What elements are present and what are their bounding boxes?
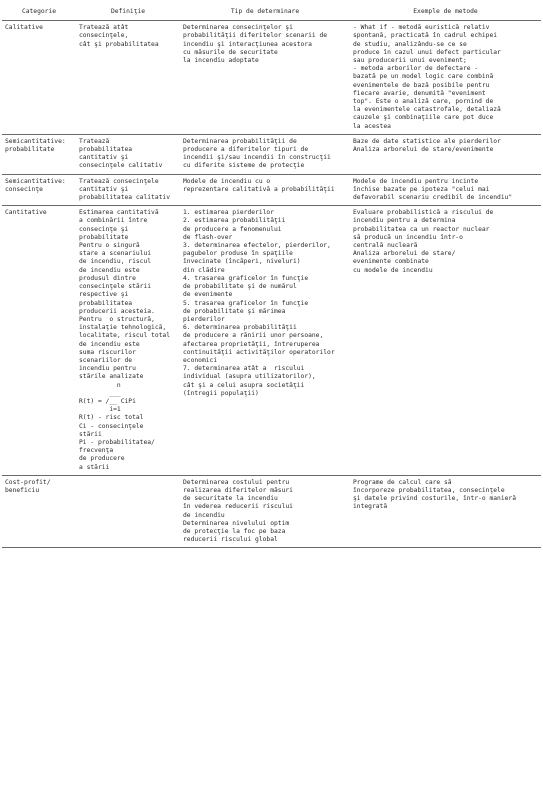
cell-exemple: Evaluare probabilistică a riscului de incendiu pentru a determina probabilitatea ca un reactor nuclear să producă un incendiu într-o centrală nucleară Analiza arborelui de stare/ evenimente combinate cu modele de incendiu: [350, 206, 541, 476]
cell-categorie: Semicantitative: consecinţe: [2, 174, 76, 206]
table-row-semicantitative-consecinte: [2, 174, 541, 206]
cell-definitie: Estimarea cantitativă a combinării între consecinţe şi probabilitate Pentru o singură stare a scenariului de incendiu, riscul de incendiu este produsul dintre consecinţele stării respective şi probabilitatea producerii acesteia. Pentru o structură, instalaţie tehnologică, localitate, riscul total de incendiu este suma riscurilor scenariilor de incendiu pentru stările analizate n ___ R(t) = /__ CiPi i=1 R(t) - risc total Ci - consecinţele stării Pi - probabilitatea/ frecvenţa de producere a stării: [76, 206, 180, 476]
table-row-semicantitative-probabilitate: [2, 134, 541, 174]
cell-exemple: - What if - metodă euristică relativ spontană, practicată în cadrul echipei de studiu, analizându-se ce se produce în cazul unui defect particular sau producerii unui eveniment; - metoda arborilor de defectare - bazată pe un model logic care combină evenimentele de bază posibile pentru fiecare avarie, denumită "eveniment top". Este o analiză care, pornind de la evenimentele catastrofale, detaliază cauzele şi combinaţiile care pot duce la acestea: [350, 21, 541, 135]
cell-tip: Determinarea consecinţelor şi probabilităţii diferitelor scenarii de incendiu şi interacţiunea acestora cu măsurile de securitate la incendiu adoptate: [180, 21, 350, 135]
cell-definitie: Tratează probabilitatea cantitativ şi consecinţele calitativ: [76, 134, 180, 174]
cell-tip: Determinarea probabilităţii de producere a diferitelor tipuri de incendii şi/sau incendii în construcţii cu diferite sisteme de protecţie: [180, 134, 350, 174]
cell-tip: 1. estimarea pierderilor 2. estimarea probabilităţii de producere a fenomenului de flash-over 3. determinarea efectelor, pierderilor, pagubelor produse în spaţiile învecinate (încăperi, niveluri) din clădire 4. trasarea graficelor în funcţie de probabilitate şi de numărul de evenimente 5. trasarea graficelor în funcţie de probabilitate şi mărimea pierderilor 6. determinarea probabilităţii de producere a rănirii unor persoane, afectarea proprietăţii, întreruperea continuităţii activităţilor operatorilor economici 7. determinarea atât a riscului individual (asupra utilizatorilor), cât şi a celui asupra societăţii (întregii populaţii): [180, 206, 350, 476]
cell-definitie: Tratează consecinţele cantitativ şi probabilitatea calitativ: [76, 174, 180, 206]
table-body: [2, 21, 541, 548]
header-definitie: Definiţie: [76, 6, 180, 21]
cell-tip: Determinarea costului pentru realizarea diferitelor măsuri de securitate la incendiu în vederea reducerii riscului de incendiu Determinarea nivelului optim de protecţie la foc pe baza reducerii riscului global: [180, 475, 350, 548]
table-row-cantitative: [2, 206, 541, 476]
header-row: [2, 6, 541, 21]
cell-categorie: Semicantitative: probabilitate: [2, 134, 76, 174]
cell-exemple: Programe de calcul care să încorporeze probabilitatea, consecinţele şi datele privind costurile, într-o manieră integrată: [350, 475, 541, 548]
header-tip: Tip de determinare: [180, 6, 350, 21]
table-row-cost-profit: [2, 475, 541, 548]
table-row-calitative: [2, 21, 541, 135]
cell-tip: Modele de incendiu cu o reprezentare calitativă a probabilităţii: [180, 174, 350, 206]
cell-exemple: Baze de date statistice ale pierderilor Analiza arborelui de stare/evenimente: [350, 134, 541, 174]
header-exemple: Exemple de metode: [350, 6, 541, 21]
methods-table: [2, 6, 541, 548]
header-categorie: Categorie: [2, 6, 76, 21]
cell-categorie: Cantitative: [2, 206, 76, 476]
cell-categorie: Calitative: [2, 21, 76, 135]
cell-definitie: Tratează atât consecinţele, cât şi probabilitatea: [76, 21, 180, 135]
table-header: [2, 6, 541, 21]
cell-categorie: Cost-profit/ beneficiu: [2, 475, 76, 548]
cell-exemple: Modele de incendiu pentru incinte închise bazate pe ipoteza "celui mai defavorabil scenariu credibil de incendiu": [350, 174, 541, 206]
cell-definitie: [76, 475, 180, 548]
